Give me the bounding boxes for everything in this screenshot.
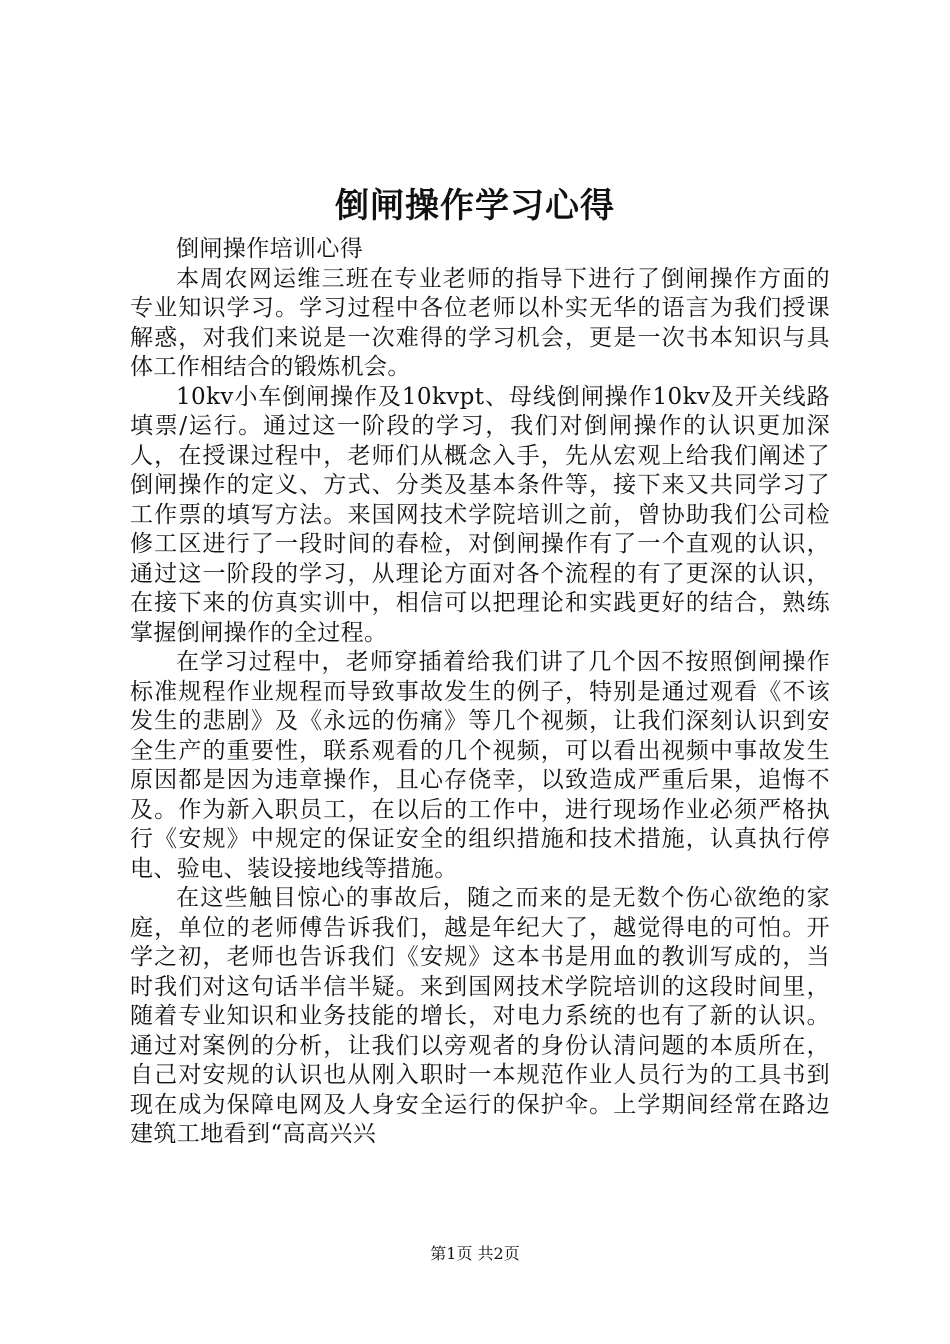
paragraph: 在学习过程中，老师穿插着给我们讲了几个因不按照倒闸操作标准规程作业规程而导致事故发生的例子，特别是通过观看《不该发生的悲剧》及《永远的伤痛》等几个视频，让我们深刻认识到安全生产的重要性，联系观看的几个视频，可以看出视频中事故发生原因都是因为违章操作，且心存侥幸，以致造成严重后果，追悔不及。作为新入职员工，在以后的工作中，进行现场作业必须严格执行《安规》中规定的保证安全的组织措施和技术措施，认真执行停电、验电、装设接地线等措施。	[130, 649, 830, 882]
paragraph: 10kv小车倒闸操作及10kvpt、母线倒闸操作10kv及开关线路填票/运行。通过这一阶段的学习，我们对倒闸操作的认识更加深人，在授课过程中，老师们从概念入手，先从宏观上给我们阐述了倒闸操作的定义、方式、分类及基本条件等，接下来又共同学习了工作票的填写方法。来国网技术学院培训之前，曾协助我们公司检修工区进行了一段时间的春检，对倒闸操作有了一个直观的认识，通过这一阶段的学习，从理论方面对各个流程的有了更深的认识，在接下来的仿真实训中，相信可以把理论和实践更好的结合，熟练掌握倒闸操作的全过程。	[130, 383, 830, 646]
page-footer: 第1页 共2页	[430, 1244, 520, 1263]
document-body	[130, 235, 830, 1150]
paragraph-subtitle: 倒闸操作培训心得	[176, 236, 364, 262]
paragraph: 本周农网运维三班在专业老师的指导下进行了倒闸操作方面的专业知识学习。学习过程中各位老师以朴实无华的语言为我们授课解惑，对我们来说是一次难得的学习机会，更是一次书本知识与具体工作相结合的锻炼机会。	[130, 265, 830, 380]
paragraph: 在这些触目惊心的事故后，随之而来的是无数个伤心欲绝的家庭，单位的老师傅告诉我们，越是年纪大了，越觉得电的可怕。开学之初，老师也告诉我们《安规》这本书是用血的教训写成的，当时我们对这句话半信半疑。来到国网技术学院培训的这段时间里，随着专业知识和业务技能的增长，对电力系统的也有了新的认识。通过对案例的分析，让我们以旁观者的身份认清问题的本质所在，自己对安规的认识也从刚入职时一本规范作业人员行为的工具书到现在成为保障电网及人身安全运行的保护伞。上学期间经常在路边建筑工地看到“高高兴兴	[130, 885, 830, 1147]
document-title: 倒闸操作学习心得	[335, 186, 615, 226]
